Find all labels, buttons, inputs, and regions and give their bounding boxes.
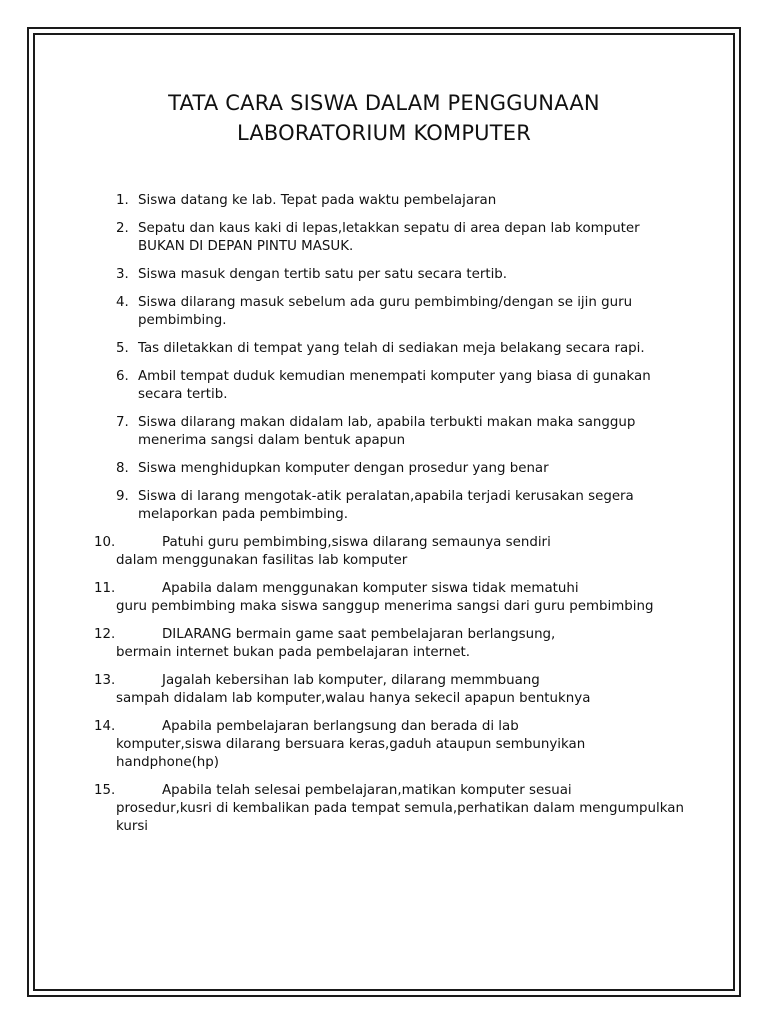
rule-text: Siswa di larang mengotak-atik peralatan,apabila terjadi kerusakan segera melaporkan pada pembimbing. xyxy=(138,489,634,522)
rule-text xyxy=(94,718,686,772)
rule-item xyxy=(94,672,686,708)
title-line-1: TATA CARA SISWA DALAM PENGGUNAAN xyxy=(168,91,600,115)
rule-text xyxy=(94,782,686,836)
rule-item xyxy=(116,414,686,450)
rule-text xyxy=(94,534,686,570)
rule-text-continuation: bermain internet bukan pada pembelajaran internet. xyxy=(116,645,471,660)
rule-number: 10. xyxy=(94,535,116,550)
rule-number: 4. xyxy=(116,295,129,310)
rule-number: 3. xyxy=(116,267,129,282)
rule-number: 7. xyxy=(116,415,129,430)
rule-text: Siswa masuk dengan tertib satu per satu secara tertib. xyxy=(138,267,508,282)
rule-number: 5. xyxy=(116,341,129,356)
rule-number: 12. xyxy=(94,627,116,642)
rule-text-first-line: Patuhi guru pembimbing,siswa dilarang semaunya sendiri xyxy=(162,535,551,550)
rule-number: 6. xyxy=(116,369,129,384)
rule-item xyxy=(116,340,686,358)
rule-number: 8. xyxy=(116,461,129,476)
rule-text-first-line: Apabila telah selesai pembelajaran,matikan komputer sesuai xyxy=(162,783,572,798)
rule-number: 15. xyxy=(94,783,116,798)
rule-text-continuation: guru pembimbing maka siswa sanggup menerima sangsi dari guru pembimbing xyxy=(116,599,654,614)
rule-number: 14. xyxy=(94,719,116,734)
rules-list xyxy=(94,192,686,846)
title-line-2: LABORATORIUM KOMPUTER xyxy=(236,121,532,145)
rule-text: Sepatu dan kaus kaki di lepas,letakkan sepatu di area depan lab komputer BUKAN DI DEPAN PINTU MASUK. xyxy=(138,221,640,254)
rule-text: Ambil tempat duduk kemudian menempati komputer yang biasa di gunakan secara tertib. xyxy=(138,369,651,402)
rule-item xyxy=(116,266,686,284)
rule-item xyxy=(116,294,686,330)
rule-number: 13. xyxy=(94,673,116,688)
rule-item xyxy=(116,220,686,256)
rule-number: 1. xyxy=(116,193,129,208)
rule-number: 9. xyxy=(116,489,129,504)
rule-item xyxy=(94,626,686,662)
rule-text-first-line: Apabila pembelajaran berlangsung dan berada di lab xyxy=(162,719,519,734)
rule-text-continuation: sampah didalam lab komputer,walau hanya sekecil apapun bentuknya xyxy=(116,691,591,706)
rule-text-continuation: prosedur,kusri di kembalikan pada tempat semula,perhatikan dalam mengumpulkan kursi xyxy=(116,801,684,834)
rule-text xyxy=(94,672,686,708)
rule-item xyxy=(116,460,686,478)
rule-text-first-line: DILARANG bermain game saat pembelajaran berlangsung, xyxy=(162,627,556,642)
rule-item xyxy=(116,192,686,210)
rule-text: Siswa datang ke lab. Tepat pada waktu pembelajaran xyxy=(138,193,497,208)
rule-item xyxy=(94,580,686,616)
page-title xyxy=(60,88,708,148)
rule-text-first-line: Apabila dalam menggunakan komputer siswa tidak mematuhi xyxy=(162,581,579,596)
rule-text-first-line: Jagalah kebersihan lab komputer, dilarang memmbuang xyxy=(162,673,540,688)
rule-number: 2. xyxy=(116,221,129,236)
rule-item xyxy=(94,782,686,836)
rule-text-continuation: komputer,siswa dilarang bersuara keras,gaduh ataupun sembunyikan handphone(hp) xyxy=(116,737,586,770)
rule-text: Siswa dilarang makan didalam lab, apabila terbukti makan maka sanggup menerima sangsi dalam bentuk apapun xyxy=(138,415,636,448)
rule-text: Siswa menghidupkan komputer dengan prosedur yang benar xyxy=(138,461,549,476)
rule-item xyxy=(116,488,686,524)
rule-text xyxy=(94,626,686,662)
rule-text: Tas diletakkan di tempat yang telah di sediakan meja belakang secara rapi. xyxy=(138,341,645,356)
rule-item xyxy=(116,368,686,404)
rule-item xyxy=(94,534,686,570)
rule-item xyxy=(94,718,686,772)
rule-text: Siswa dilarang masuk sebelum ada guru pembimbing/dengan se ijin guru pembimbing. xyxy=(138,295,633,328)
rule-text-continuation: dalam menggunakan fasilitas lab komputer xyxy=(116,553,408,568)
rule-number: 11. xyxy=(94,581,116,596)
rule-text xyxy=(94,580,686,616)
